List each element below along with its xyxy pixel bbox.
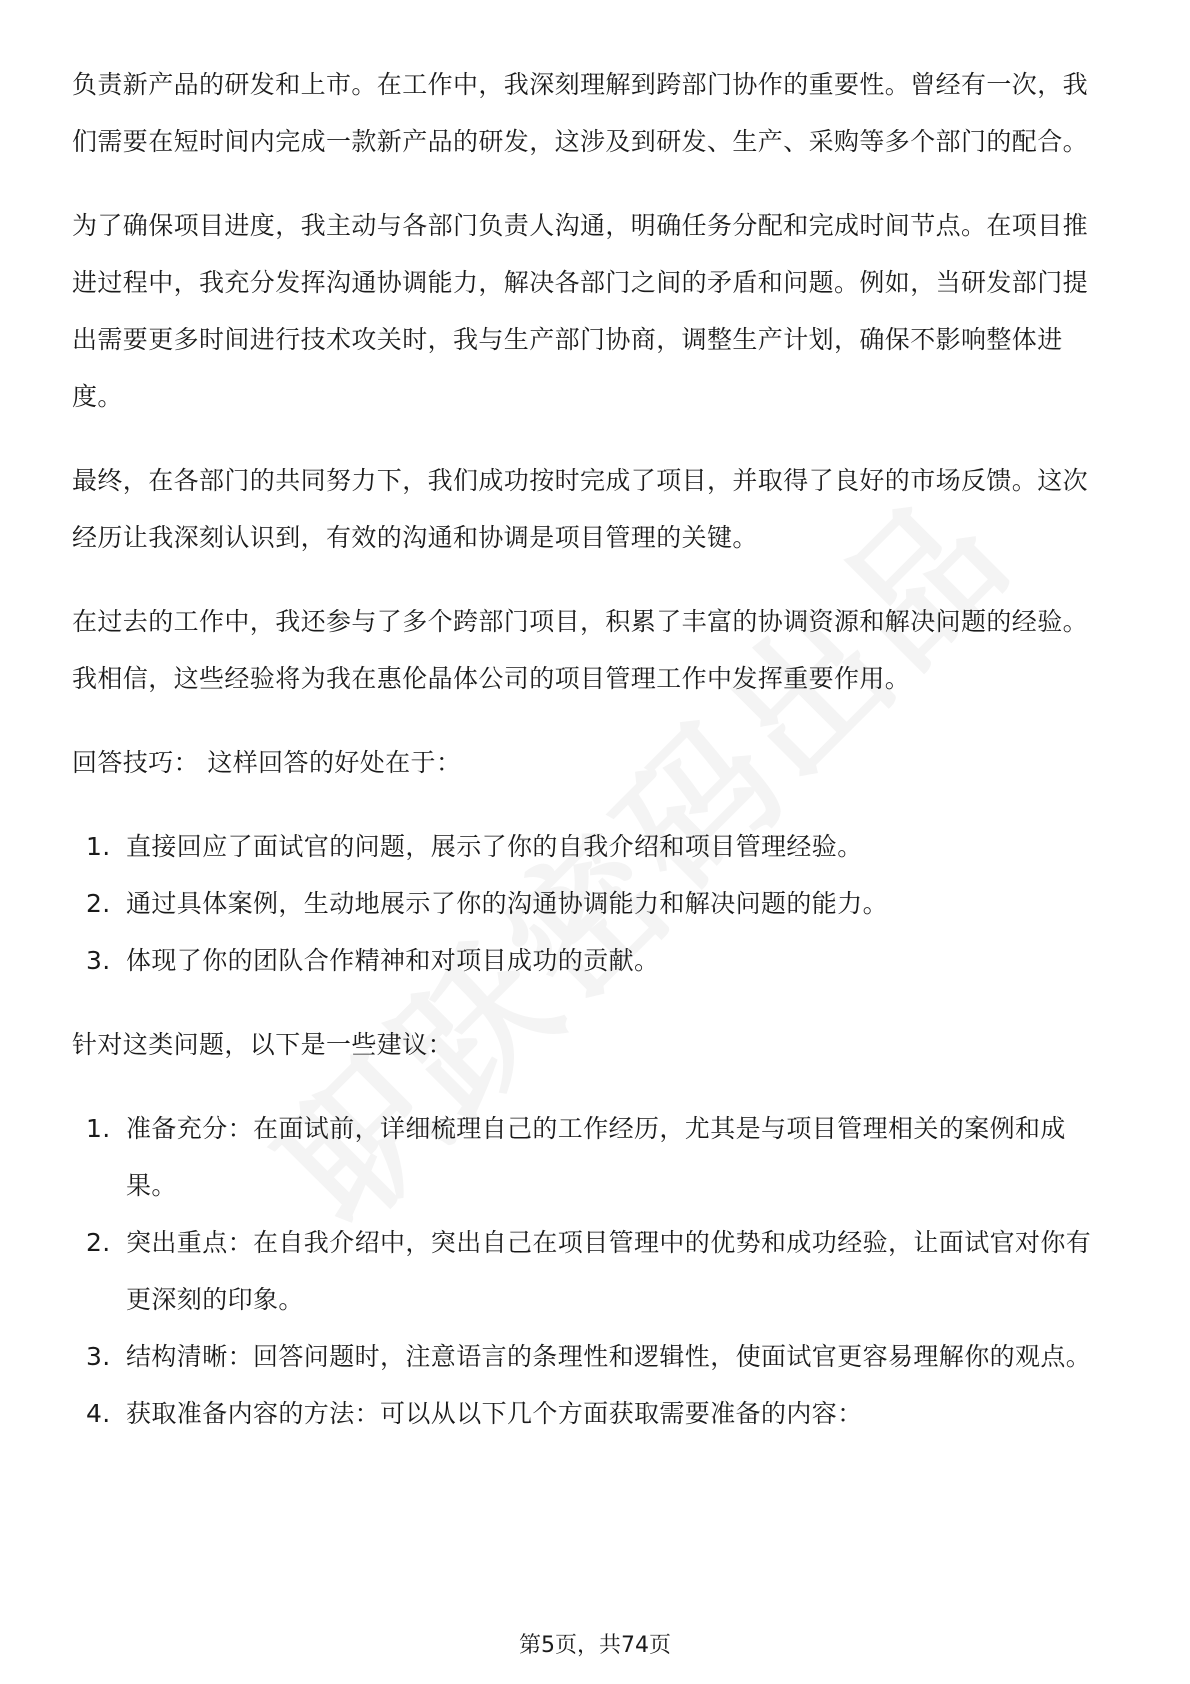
list-item: 4. 获取准备内容的方法：可以从以下几个方面获取需要准备的内容： — [86, 1399, 863, 1428]
page-content — [72, 56, 1112, 1442]
page-number: 第5页，共74页 — [519, 1633, 671, 1658]
paragraph-1: 负责新产品的研发和上市。在工作中，我深刻理解到跨部门协作的重要性。曾经有一次，我们需要在短时间内完成一款新产品的研发，这涉及到研发、生产、采购等多个部门的配合。 — [72, 70, 1089, 156]
list-item: 2. 通过具体案例，生动地展示了你的沟通协调能力和解决问题的能力。 — [86, 889, 889, 918]
list-item: 3. 体现了你的团队合作精神和对项目成功的贡献。 — [86, 946, 660, 975]
tips-heading: 回答技巧： 这样回答的好处在于： — [72, 748, 462, 777]
advice-heading: 针对这类问题，以下是一些建议： — [72, 1030, 454, 1059]
list-item: 2. 突出重点：在自我介绍中，突出自己在项目管理中的优势和成功经验，让面试官对你有更深刻的印象。 — [86, 1228, 1092, 1314]
list-item: 1. 直接回应了面试官的问题，展示了你的自我介绍和项目管理经验。 — [86, 832, 863, 861]
paragraph-4: 在过去的工作中，我还参与了多个跨部门项目，积累了丰富的协调资源和解决问题的经验。我相信，这些经验将为我在惠伦晶体公司的项目管理工作中发挥重要作用。 — [72, 607, 1089, 693]
paragraph-3: 最终，在各部门的共同努力下，我们成功按时完成了项目，并取得了良好的市场反馈。这次经历让我深刻认识到，有效的沟通和协调是项目管理的关键。 — [72, 466, 1089, 552]
tips-list — [72, 818, 1112, 989]
list-item: 3. 结构清晰：回答问题时，注意语言的条理性和逻辑性，使面试官更容易理解你的观点。 — [86, 1342, 1092, 1371]
advice-list — [72, 1100, 1112, 1442]
paragraph-2: 为了确保项目进度，我主动与各部门负责人沟通，明确任务分配和完成时间节点。在项目推进过程中，我充分发挥沟通协调能力，解决各部门之间的矛盾和问题。例如，当研发部门提出需要更多时间进行技术攻关时，我与生产部门协商，调整生产计划，确保不影响整体进度。 — [72, 211, 1089, 411]
list-item: 1. 准备充分：在面试前，详细梳理自己的工作经历，尤其是与项目管理相关的案例和成果。 — [86, 1114, 1066, 1200]
